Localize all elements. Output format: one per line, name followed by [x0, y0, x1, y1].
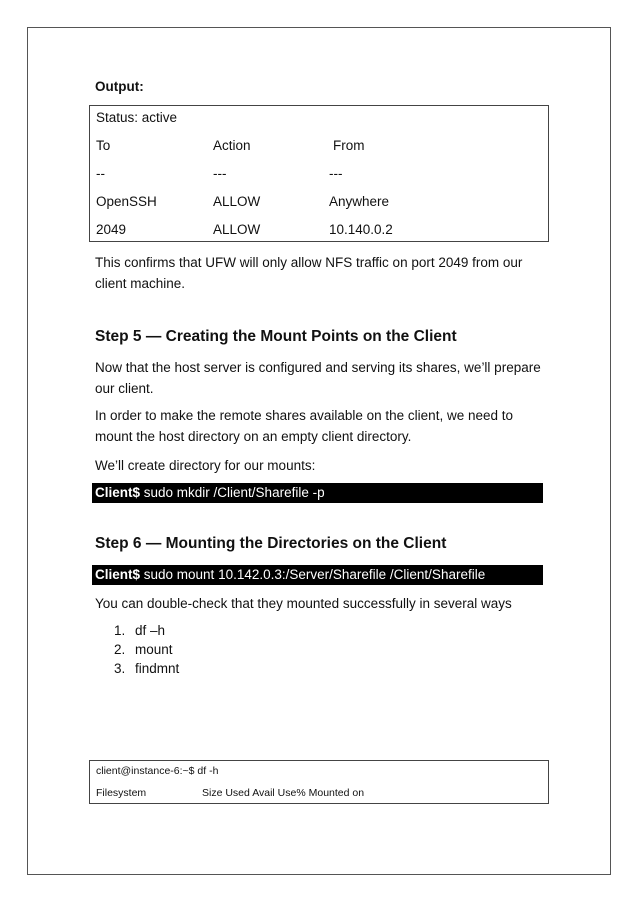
- ufw-rule-to: 2049: [96, 222, 127, 237]
- list-item: [114, 641, 173, 659]
- ufw-header-row: [96, 137, 536, 155]
- list-number: 2.: [114, 642, 126, 657]
- terminal-column-filesystem: Filesystem: [96, 787, 147, 799]
- mount-command: [92, 565, 543, 585]
- ufw-rule-to: OpenSSH: [96, 194, 157, 209]
- ufw-rule-row: [96, 221, 536, 239]
- ufw-rule-from: 10.140.0.2: [329, 222, 393, 237]
- list-text: mount: [135, 642, 173, 657]
- ufw-output-box: [89, 105, 549, 242]
- list-number: 3.: [114, 661, 126, 676]
- step5-paragraph-2: In order to make the remote shares available on the client, we need to mount the host directory on an empty client directory.: [95, 408, 513, 444]
- mkdir-command: [92, 483, 543, 503]
- output-label: Output:: [95, 79, 144, 94]
- ufw-sep-to: --: [96, 166, 105, 181]
- terminal-output-box: [89, 760, 549, 804]
- ufw-rule-row: [96, 193, 536, 211]
- ufw-header-from: From: [333, 138, 365, 153]
- step5-paragraph-1: Now that the host server is configured and serving its shares, we’ll prepare our client.: [95, 360, 541, 396]
- ufw-rule-from: Anywhere: [329, 194, 390, 209]
- command-text: sudo mount 10.142.0.3:/Server/Sharefile /Client/Sharefile: [140, 567, 486, 582]
- ufw-rule-action: ALLOW: [213, 222, 261, 237]
- ufw-header-action: Action: [213, 138, 251, 153]
- ufw-separator-row: [96, 165, 536, 183]
- ufw-header-to: To: [96, 138, 111, 153]
- command-prompt: Client$: [95, 567, 141, 582]
- step5-heading: Step 5 — Creating the Mount Points on the Client: [95, 328, 457, 345]
- ufw-sep-from: ---: [329, 166, 343, 181]
- command-text: sudo mkdir /Client/Sharefile -p: [140, 485, 325, 500]
- confirm-paragraph: This confirms that UFW will only allow NFS traffic on port 2049 from our client machine.: [95, 255, 523, 291]
- check-paragraph: You can double-check that they mounted successfully in several ways: [95, 596, 512, 611]
- list-number: 1.: [114, 623, 126, 638]
- step5-paragraph-3: We’ll create directory for our mounts:: [95, 458, 316, 473]
- command-prompt: Client$: [95, 485, 141, 500]
- ufw-sep-action: ---: [213, 166, 227, 181]
- terminal-command-line: client@instance-6:~$ df -h: [96, 765, 219, 777]
- terminal-column-headers: Size Used Avail Use% Mounted on: [202, 787, 365, 799]
- list-text: df –h: [135, 623, 166, 638]
- ufw-status: Status: active: [96, 110, 178, 125]
- list-item: [114, 622, 165, 640]
- ufw-rule-action: ALLOW: [213, 194, 261, 209]
- list-item: [114, 660, 179, 678]
- step6-heading: Step 6 — Mounting the Directories on the Client: [95, 535, 447, 552]
- list-text: findmnt: [135, 661, 180, 676]
